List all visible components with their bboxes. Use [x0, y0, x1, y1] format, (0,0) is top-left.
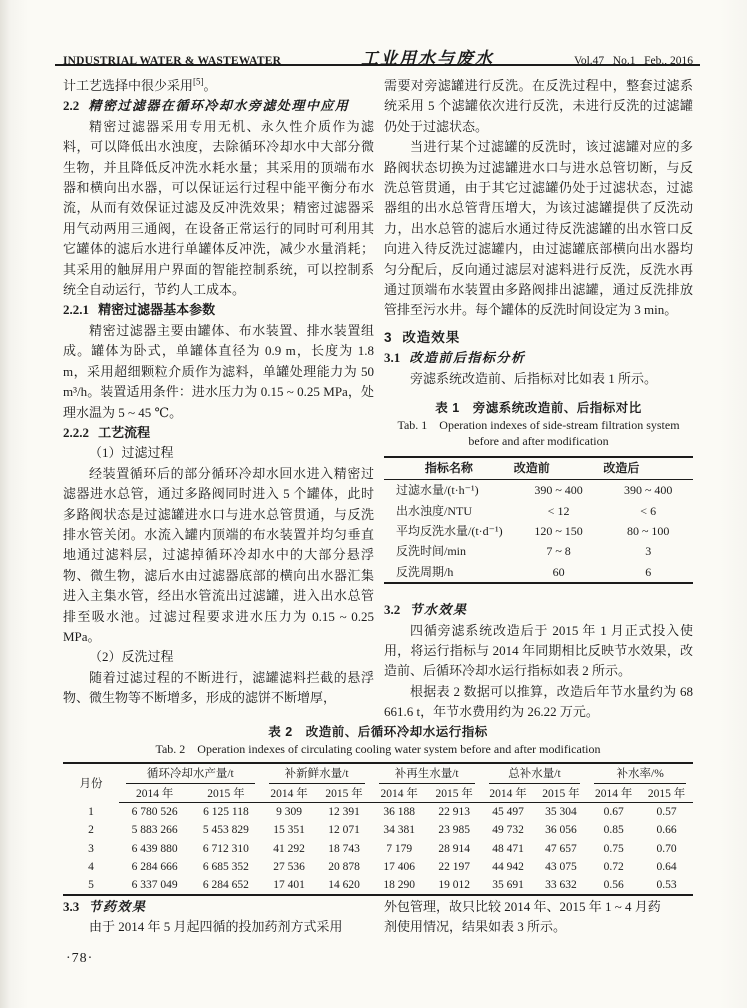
table2-cell: 5 883 266: [131, 824, 178, 837]
table2-group-label: 补再生水量/t: [379, 764, 475, 784]
table1-cell: 120 ~ 150: [534, 523, 583, 538]
table1-header-cell: 改造前: [514, 457, 604, 480]
table2-cell: 18 290: [383, 879, 415, 892]
section-heading-2-2: [63, 96, 374, 116]
table2-year-header-row: [63, 784, 693, 803]
table1-row: [384, 501, 693, 521]
table1-cell: 390 ~ 400: [623, 483, 673, 498]
section-number: 3.1: [384, 350, 401, 366]
section-title: 改造前后指标分析: [409, 350, 526, 366]
table1-caption-chinese: 表 1 旁滤系统改造前、后指标对比: [435, 401, 642, 416]
table2-cell: 18 743: [328, 842, 360, 855]
table2-cell: 0.66: [656, 824, 677, 837]
table1-cell: 7 ~ 8: [546, 544, 571, 559]
table2-cell: 9 309: [276, 806, 302, 819]
section-number: 2.2.2: [63, 424, 89, 440]
table2-cell: 6 284 652: [202, 879, 249, 892]
table1-cell: 6: [645, 564, 652, 579]
section-heading-3: [384, 328, 693, 348]
table1-cell: 3: [645, 544, 652, 559]
section-heading-2-2-2: [63, 423, 374, 443]
table2-cell: 0.57: [656, 806, 677, 819]
section-number: 3: [384, 329, 392, 345]
paragraph: 精密过滤器主要由罐体、布水装置、排水装置组成。罐体为卧式，单罐体直径为 0.9 m，长度为 1.8 m，采用超细颗粒介质作为滤料，单罐处理能力为 50 m³/h。装置适用条件：进水压力为 0.15 ~ 0.25 MPa，处理水温为 5 ~ 45 ℃。: [63, 322, 374, 420]
table1-cell: 过滤水量/(t·h⁻¹): [396, 483, 479, 498]
table2-body: [63, 803, 693, 896]
section-heading-2-2-1: [63, 300, 374, 320]
table2-month-header: 月份: [79, 778, 103, 791]
table2-cell: 14 620: [328, 879, 360, 892]
table2-cell: 0.70: [656, 842, 677, 855]
table2-cell: 1: [88, 805, 94, 818]
paragraph: 旁滤系统改造前、后指标对比如表 1 所示。: [410, 370, 658, 386]
right-column: [384, 76, 693, 723]
table2-year-header: 2014 年: [119, 784, 190, 803]
table2-year-header: 2015 年: [640, 784, 693, 803]
section-title: 改造效果: [402, 329, 461, 345]
paragraph: 经装置循环后的部分循环冷却水回水进入精密过滤器进水总管，通过多路阀同时进入 5 个罐体，此时多路阀状态是过滤罐进水口与进水总管贯通，与反洗排水管关闭。水流入罐内顶端的布水装置并均匀垂直地通过滤料层，过滤掉循环冷却水中的大部分悬浮物、微生物，滤后水由过滤器底部的横向出水器汇集进入主集水管，经出水管流出过滤罐，进入出水总管排至吸水池。过滤过程要求进水压力为 0.15 ~ 0.25 MPa。: [63, 465, 374, 644]
table2-cell: 47 657: [545, 842, 577, 855]
table2-group-header: [482, 763, 588, 784]
table2-cell: 6 712 310: [202, 842, 249, 855]
table2-group-header: [587, 763, 693, 784]
table2-group-header-row: [63, 763, 693, 784]
table2-cell: 12 391: [328, 806, 360, 819]
table2-cell: 0.53: [656, 879, 677, 892]
table2-cell: 33 632: [545, 879, 577, 892]
table2-cell: 0.75: [603, 842, 624, 855]
table2-cell: 36 056: [545, 824, 577, 837]
table2-row: [63, 858, 693, 876]
table2-year-header: 2015 年: [535, 784, 588, 803]
table2-cell: 3: [88, 842, 94, 855]
table1-cell: 平均反洗水量/(t·d⁻¹): [396, 523, 503, 538]
table2-cell: 28 914: [438, 842, 470, 855]
table1-row: [384, 541, 693, 561]
table2-cell: 23 985: [438, 824, 470, 837]
table2-row: [63, 840, 693, 858]
paragraph: 需要对旁滤罐进行反洗。在反洗过程中，整套过滤系统采用 5 个滤罐依次进行反洗，未进行反洗的过滤罐仍处于过滤状态。: [384, 78, 693, 134]
paragraph: 根据表 2 数据可以推算，改造后年节水量约为 68 661.6 t，年节水费用约为 26.22 万元。: [384, 683, 693, 720]
table2-cell: 20 878: [328, 861, 360, 874]
body-text: 计工艺选择中很少采用: [63, 78, 194, 93]
table2-cell: 6 125 118: [203, 806, 249, 819]
issue-info: Vol.47 No.1 Feb., 2016: [574, 55, 693, 67]
journal-name-chinese: 工业用水与废水: [361, 49, 495, 68]
subheading-filter-process: （1）过滤过程: [89, 445, 174, 461]
table2-group-label: 补水率/%: [594, 764, 686, 784]
table2-cell: 6 780 526: [131, 806, 178, 819]
table2-group-header: [262, 763, 372, 784]
table1-body: [384, 480, 693, 584]
table1-header-cell: 指标名称: [384, 457, 514, 480]
section-heading-3-1: [384, 348, 693, 368]
table2-group-header: [119, 763, 262, 784]
table2-cell: 0.85: [603, 824, 624, 837]
table1-cell: < 12: [547, 503, 570, 518]
table1-row: [384, 521, 693, 541]
section-title: 节水效果: [409, 602, 468, 618]
table2-cell: 19 012: [438, 879, 470, 892]
table2-cell: 27 536: [273, 861, 305, 874]
journal-name-english: INDUSTRIAL WATER & WASTEWATER: [63, 55, 282, 67]
paragraph: 当进行某个过滤罐的反洗时，该过滤罐对应的多路阀状态切换为过滤罐进水口与进水总管切断，与反洗总管贯通，由于其它过滤罐仍处于过滤状态，过滤器组的出水总管背压增大，为该过滤罐提供了反洗动力，出水总管的滤后水通过待反洗滤罐的出水管口反向进入待反洗过滤罐内，由过滤罐底部横向出水器均匀分配后，反向通过滤层对滤料进行反洗，反洗水再通过顶端布水装置由多路阀排出滤罐，通过反洗排放管排至污水井。每个罐体的反洗时间设定为 3 min。: [384, 139, 693, 318]
table2-cell: 6 284 666: [131, 861, 178, 874]
table2-row: [63, 803, 693, 822]
table1-cell: 出水浊度/NTU: [396, 503, 472, 518]
table1-cell: 反洗时间/min: [396, 544, 467, 559]
table2-cell: 45 497: [492, 806, 524, 819]
section-number: 2.2.1: [63, 302, 89, 318]
table2-cell: 0.67: [603, 806, 624, 819]
paragraph: 剂使用情况，结果如表 3 所示。: [384, 919, 567, 935]
table2-cell: 5 453 829: [202, 824, 249, 837]
table2-cell: 12 071: [328, 824, 360, 837]
table1-cell: 390 ~ 400: [534, 483, 583, 498]
table2-cell: 43 075: [545, 861, 577, 874]
table2-cell: 6 439 880: [131, 842, 178, 855]
page-number: ·78·: [66, 951, 94, 966]
table2-cell: 6 685 352: [202, 861, 249, 874]
bottom-left-column: [63, 897, 374, 938]
table2-cell: 49 732: [492, 824, 524, 837]
table2-row: [63, 876, 693, 895]
paragraph: 四循旁滤系统改造后于 2015 年 1 月正式投入使用，将运行指标与 2014 年同期相比反映节水效果，改造前、后循环冷却水运行指标如表 2 所示。: [384, 622, 693, 679]
section-heading-3-3: [63, 897, 374, 917]
table2-year-header: 2015 年: [190, 784, 261, 803]
table2-cell: 15 351: [273, 824, 305, 837]
table2-year-header: 2014 年: [372, 784, 427, 803]
table2-year-header: 2014 年: [587, 784, 640, 803]
table2-caption-chinese: 表 2 改造前、后循环冷却水运行指标: [268, 725, 488, 739]
paragraph: 外包管理，故只比较 2014 年、2015 年 1 ~ 4 月药: [384, 899, 661, 914]
table2-cell: 4: [88, 861, 94, 874]
table2-caption-english: Tab. 2 Operation indexes of circulating cooling water system before and after modification: [155, 742, 601, 756]
section-title: 精密过滤器在循环冷却水旁滤处理中应用: [88, 98, 350, 114]
left-column: [63, 76, 374, 709]
table2-block: [63, 724, 693, 896]
table1: [384, 456, 693, 584]
table1-cell: < 6: [640, 503, 657, 518]
section-title: 工艺流程: [98, 424, 151, 440]
table2: [63, 762, 693, 896]
table1-row: [384, 562, 693, 583]
section-number: 3.3: [63, 899, 80, 914]
table2-row: [63, 821, 693, 839]
table2-cell: 41 292: [273, 842, 305, 855]
paragraph: 精密过滤器采用专用无机、永久性介质作为滤料，可以降低出水浊度，去除循环冷却水中大部分微生物，并且降低反冲洗水耗水量；其采用的顶端布水器和横向出水器，可以保证运行过程中能平衡分布水流，从而有效保证过滤及反冲洗效果；精密过滤器采用气动两用三通阀，在设备正常运行的同时可利用其它罐体的滤后水进行单罐体反冲洗，减少水量消耗；其采用的触屏用户界面的智能控制系统，可以控制系统全自动运行，节约人工成本。: [63, 118, 374, 298]
table2-group-label: 补新鲜水量/t: [269, 764, 365, 784]
table2-cell: 6 337 049: [131, 879, 178, 892]
table1-header-row: [384, 457, 693, 480]
reference-superscript: [5]: [193, 76, 204, 87]
header-rule: [55, 64, 700, 66]
table2-cell: 0.72: [603, 861, 624, 874]
table1-caption-english-line2: before and after modification: [468, 434, 609, 449]
table2-cell: 0.56: [603, 879, 624, 892]
subheading-backwash-process: （2）反洗过程: [89, 649, 174, 665]
table2-group-label: 循环冷却水产量/t: [126, 764, 255, 784]
table1-header-cell: 改造后: [603, 457, 693, 480]
table2-year-header: 2014 年: [482, 784, 535, 803]
table1-caption-english-line1: Tab. 1 Operation indexes of side-stream filtration system: [397, 418, 680, 433]
table2-year-header: 2015 年: [427, 784, 482, 803]
table1-cell: 60: [552, 564, 565, 579]
table2-cell: 35 691: [492, 879, 524, 892]
table2-cell: 22 913: [438, 806, 470, 819]
table1-cell: 反洗周期/h: [396, 564, 454, 579]
section-number: 3.2: [384, 602, 401, 618]
section-title: 精密过滤器基本参数: [98, 302, 216, 318]
section-title: 节药效果: [88, 899, 147, 914]
body-text: 。: [203, 78, 217, 93]
table2-cell: 0.64: [656, 861, 677, 874]
table2-cell: 35 304: [545, 806, 577, 819]
table2-cell: 36 188: [383, 806, 415, 819]
table2-cell: 17 401: [273, 879, 305, 892]
table1-cell: 80 ~ 100: [626, 523, 670, 538]
table2-cell: 44 942: [492, 861, 524, 874]
table2-year-header: 2014 年: [262, 784, 317, 803]
table1-row: [384, 480, 693, 501]
table2-group-label: 总补水量/t: [489, 764, 581, 784]
table2-cell: 5: [88, 879, 94, 892]
section-number: 2.2: [63, 98, 80, 114]
paragraph: 随着过滤过程的不断进行，滤罐滤料拦截的悬浮物、微生物等不断增多，形成的滤饼不断增厚，: [63, 669, 374, 706]
table2-cell: 7 179: [386, 842, 413, 855]
table2-cell: 48 471: [492, 842, 524, 855]
table2-cell: 17 406: [383, 861, 415, 874]
section-heading-3-2: [384, 600, 693, 620]
paragraph: 由于 2014 年 5 月起四循的投加药剂方式采用: [89, 919, 343, 935]
table2-group-header: [372, 763, 482, 784]
table2-year-header: 2015 年: [317, 784, 372, 803]
table2-cell: 34 381: [383, 824, 415, 837]
table2-cell: 22 197: [438, 861, 470, 874]
table2-cell: 2: [88, 824, 94, 837]
continuation-paragraph: [63, 76, 374, 96]
bottom-right-column: [384, 897, 693, 938]
